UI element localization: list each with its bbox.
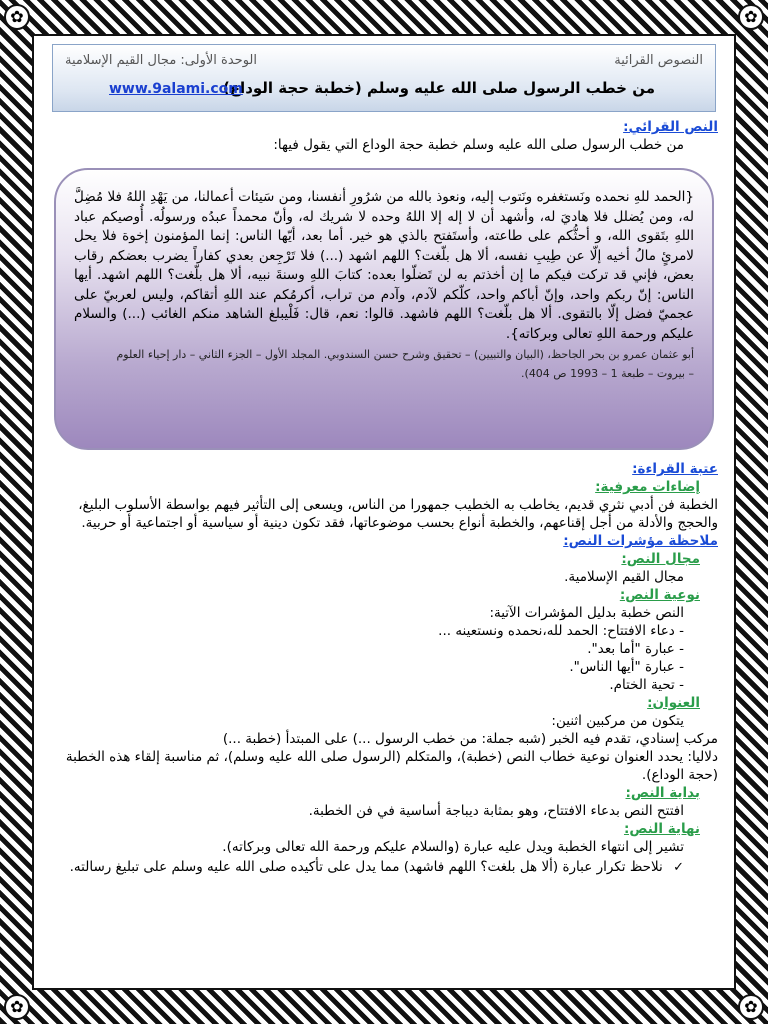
- reading-threshold-heading: عتبة القراءة:: [632, 461, 718, 477]
- text-intro: من خطب الرسول صلى الله عليه وسلم خطبة حجة الوداع التي يقول فيها:: [273, 137, 684, 153]
- flower-ornament-icon: ✿: [738, 4, 764, 30]
- text-section-heading: النص القرائي:: [623, 119, 718, 135]
- flower-ornament-icon: ✿: [4, 4, 30, 30]
- type-heading: نوعية النص:: [619, 587, 700, 603]
- list-item: - دعاء الافتتاح: الحمد لله،نحمده ونستعينه ...: [48, 622, 684, 640]
- end-heading: نهاية النص:: [623, 821, 700, 837]
- title-line-1: يتكون من مركبين اثنين:: [551, 713, 684, 729]
- source-citation-line1: أبو عثمان عمرو بن بحر الجاحظ، (البيان والتبيين) – تحقيق وشرح حسن السندوبي. المجلد الأول – الجزء الثاني – دار إحياء العلوم: [116, 348, 694, 361]
- title-analysis-heading: العنوان:: [647, 695, 700, 711]
- knowledge-heading: إضاءات معرفية:: [595, 479, 700, 495]
- list-item: - عبارة "أما بعد".: [48, 640, 684, 658]
- indicators-heading: ملاحظة مؤشرات النص:: [563, 533, 718, 549]
- source-citation-line2: – بيروت – طبعة 1 – 1993 ص 404).: [521, 367, 694, 380]
- checkmark-icon: ✓: [673, 860, 684, 875]
- sermon-quote-box: [54, 168, 714, 450]
- title-line-3: دلاليا: يحدد العنوان نوعية خطاب النص (خطبة)، والمتكلم (الرسول صلى الله عليه وسلم)، ثم مناسبة إلقاء هذه الخطبة (حجة الوداع).: [65, 749, 718, 783]
- list-item: - تحية الختام.: [48, 676, 684, 694]
- unit-label: الوحدة الأولى: مجال القيم الإسلامية: [65, 53, 257, 68]
- note-text: نلاحظ تكرار عبارة (ألا هل بلغت؟ اللهم فاشهد) مما يدل على تأكيده صلى الله عليه وسلم على تبليغ رسالته.: [69, 859, 663, 875]
- type-intro: النص خطبة بدليل المؤشرات الآتية:: [489, 605, 684, 621]
- sermon-quote-text: {الحمد للهِ نحمده ونَستغفره ونَتوب إليه، ونعوذ بالله من شرُورِ أنفسنا، ومن سَيئات أعمالنا، من يَهْدِ اللهُ فلا مُضِلَّ له، ومن يُضلل فلا هاديَ له، وأشهد أن لا إله إلا اللهُ وحده لا شريك له، وأنّ محمداً عبدُه ورسولُه. أُوصيكم عباد اللهِ بتَقوى الله، و أحثُّكم على طاعته، وأستَفتح بالذي هو خير. أما بعد، أيّها الناس: إنما المؤمنون إخوة فلا يحل لامرئٍ مالُ أخيه إلّا عن طِيبِ نفسه، ألا هل بلّغت؟ اللهم اشهد (...) فلا تَرْجِعن بعدي كفاراً يضرب بعضكم رقاب بعض، فإني قد تركت فيكم ما إن أخذتم به لن تَضلّوا بعده: كتابَ اللهِ وسنةَ نبيه، ألا هل بلّغت؟ اللهم اشهد. أيها الناس: إنّ ربكم واحد، وإنّ أباكم واحد، كلّكم لآدم، وآدم من تراب، أكرمُكم عند اللهِ أتقاكم، وليس لعربيّ على عجميّ فضل إلّا بالتقوى. ألا هل بلّغت؟ اللهم فاشهد. قالوا: نعم، قال: فَلْيبلغ الشاهد منكم الغائب (...) والسلام عليكم ورحمة اللهِ تعالى وبركاته}.: [74, 189, 694, 342]
- note-line: [48, 858, 684, 877]
- lesson-title: من خطب الرسول صلى الله عليه وسلم (خطبة حجة الوداع): [222, 79, 655, 97]
- list-item: - عبارة "أيها الناس".: [48, 658, 684, 676]
- field-heading: مجال النص:: [621, 551, 700, 567]
- type-indicator-list: [48, 622, 718, 694]
- subject-label: النصوص القرائية: [614, 53, 703, 68]
- flower-ornament-icon: ✿: [738, 994, 764, 1020]
- start-heading: بداية النص:: [625, 785, 700, 801]
- title-line-2: مركب إسنادي، تقدم فيه الخبر (شبه جملة: من خطب الرسول ...) على المبتدأ (خطبة ...): [222, 731, 718, 747]
- flower-ornament-icon: ✿: [4, 994, 30, 1020]
- start-text: افتتح النص بدعاء الافتتاح، وهو بمثابة ديباجة أساسية في فن الخطبة.: [308, 803, 684, 819]
- lesson-content: [48, 118, 718, 980]
- field-text: مجال القيم الإسلامية.: [564, 569, 684, 585]
- end-text: تشير إلى انتهاء الخطبة ويدل عليه عبارة (والسلام عليكم ورحمة الله تعالى وبركاته).: [222, 839, 684, 855]
- knowledge-text: الخطبة فن أدبي نثري قديم، يخاطب به الخطيب جمهورا من الناس، ويسعى إلى التأثير فيهم بواسطة الأسلوب البليغ، والحجج والأدلة من أجل إقناعهم، والخطبة أنواع بحسب موضوعاتها، فقد تكون دينية أو سياسية أو اجتماعية أو حربية.: [78, 497, 718, 531]
- lesson-header: [52, 44, 716, 112]
- website-link[interactable]: www.9alami.com: [109, 81, 243, 97]
